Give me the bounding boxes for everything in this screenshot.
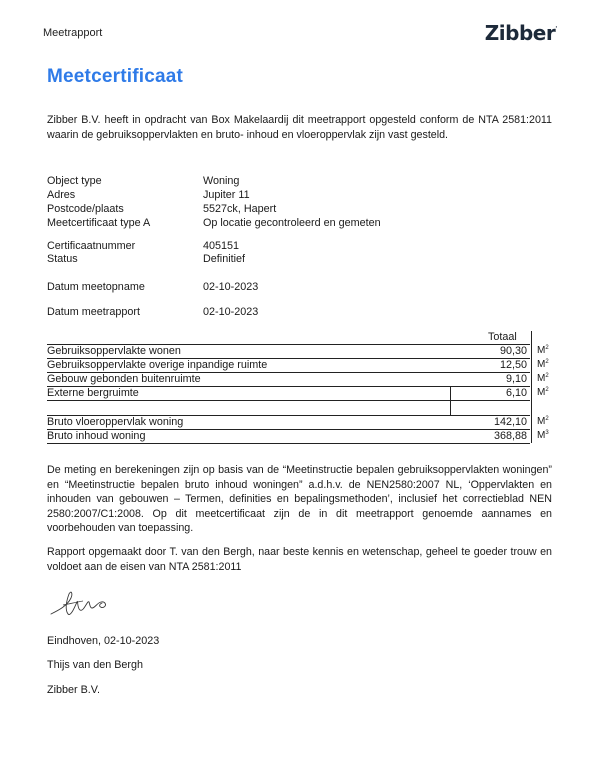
zibber-logo xyxy=(485,21,557,45)
row-unit: $M^2$ xyxy=(537,387,549,398)
row-unit: $M^2$ xyxy=(537,359,549,370)
row-unit: $M^3$ xyxy=(537,430,549,441)
row-label: Bruto inhoud woning xyxy=(47,430,146,442)
table-row xyxy=(47,416,556,429)
row-unit: $M^2$ xyxy=(537,345,549,356)
date-value: 02-10-2023 xyxy=(203,281,259,293)
row-value: 12,50 xyxy=(499,359,527,371)
row-unit: $M^2$ xyxy=(537,416,549,427)
table-row xyxy=(47,359,556,372)
row-label: Gebruiksoppervlakte wonen xyxy=(47,345,181,357)
date-value: 02-10-2023 xyxy=(203,306,259,318)
detail-value: 5527ck, Hapert xyxy=(203,203,277,215)
table-rule xyxy=(47,443,530,444)
table-header-totaal: Totaal xyxy=(488,331,517,343)
cert-value: 405151 xyxy=(203,240,240,252)
detail-label: Object type xyxy=(47,175,102,187)
row-label: Gebruiksoppervlakte overige inpandige ruimte xyxy=(47,359,268,371)
table-row xyxy=(47,345,556,358)
table-row xyxy=(47,387,556,400)
detail-label: Meetcertificaat type A xyxy=(47,217,151,229)
place-date: Eindhoven, 02-10-2023 xyxy=(47,635,160,647)
signature-image xyxy=(47,584,117,624)
signer-name: Thijs van den Bergh xyxy=(47,659,144,671)
row-value: 368,88 xyxy=(493,430,527,442)
date-label: Datum meetopname xyxy=(47,281,145,293)
statement-paragraph: Rapport opgemaakt door T. van den Bergh, naar beste kennis en wetenschap, geheel te goeder trouw en voldoet aan de eisen van NTA 2581:2011 xyxy=(47,546,552,573)
table-rule xyxy=(47,400,530,401)
cert-label: Certificaatnummer xyxy=(47,240,136,252)
report-label: Meetrapport xyxy=(43,27,103,39)
row-label: Bruto vloeroppervlak woning xyxy=(47,416,184,428)
row-unit: $M^2$ xyxy=(537,373,549,384)
detail-label: Adres xyxy=(47,189,76,201)
detail-value: Op locatie gecontroleerd en gemeten xyxy=(203,217,381,229)
row-label: Gebouw gebonden buitenruimte xyxy=(47,373,201,385)
logo-mark: · xyxy=(555,24,557,31)
intro-paragraph: Zibber B.V. heeft in opdracht van Box Makelaardij dit meetrapport opgesteld conform de NTA 2581:2011 waarin de gebruiksoppervlakten en bruto- inhoud en vloeroppervlak zijn vast gesteld. xyxy=(47,114,552,141)
row-value: 9,10 xyxy=(505,373,527,385)
detail-value: Woning xyxy=(203,175,240,187)
company-name: Zibber B.V. xyxy=(47,684,101,696)
cert-label: Status xyxy=(47,253,78,265)
disclaimer-paragraph: De meting en berekeningen zijn op basis van de “Meetinstructie bepalen gebruiksoppervlakten woningen” en “Meetinstructie bepalen bruto inhoud woningen” a.d.h.v. de NEN2580:2007 NL, ‘Oppervlakten en inhouden van gebouwen – Termen, definities en bepalingsmethoden’, inclusief het correctieblad NEN 2580:2007/C1:2008. Op dit meetcertificaat zijn de in dit meetrapport genoemde aannames en voorbehouden van toepassing. xyxy=(47,464,552,534)
logo-text: Zibber xyxy=(484,21,556,45)
page-title: Meetcertificaat xyxy=(47,66,184,87)
row-value: 90,30 xyxy=(499,345,527,357)
date-label: Datum meetrapport xyxy=(47,306,141,318)
row-label: Externe bergruimte xyxy=(47,387,139,399)
cert-value: Definitief xyxy=(203,253,246,265)
row-value: 6,10 xyxy=(505,387,527,399)
detail-value: Jupiter 11 xyxy=(203,189,250,201)
table-row xyxy=(47,373,556,386)
table-row xyxy=(47,430,556,443)
detail-label: Postcode/plaats xyxy=(47,203,124,215)
row-value: 142,10 xyxy=(493,416,527,428)
